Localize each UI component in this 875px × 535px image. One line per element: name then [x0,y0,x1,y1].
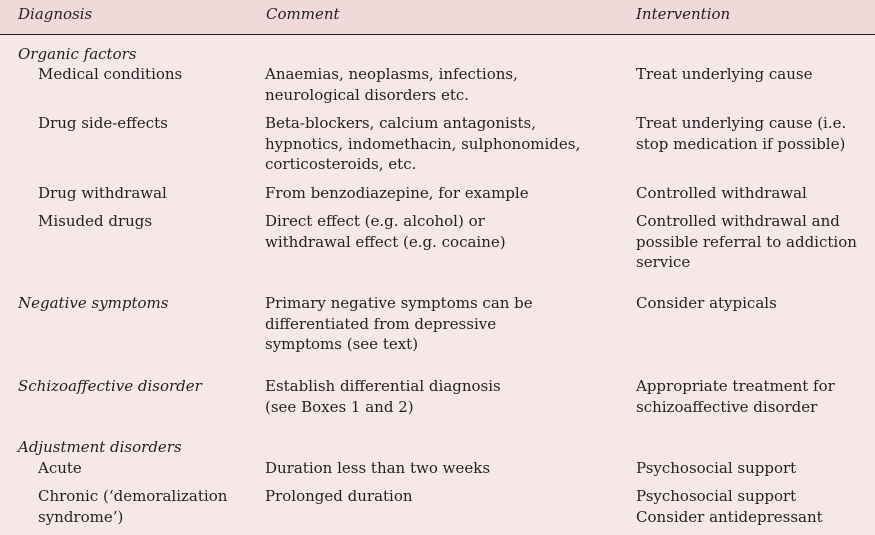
intervention-cell [636,293,777,314]
cell-line: Consider antidepressant [636,507,823,526]
cell-line: Chronic (‘demoralization [38,487,228,505]
comment-cell [265,113,580,175]
header-diagnosis: Diagnosis [18,5,93,23]
cell-line: Establish differential diagnosis [265,377,501,395]
cell-line: schizoaffective disorder [636,397,818,416]
group-label-negative-symptoms: Negative symptoms [18,294,169,312]
comment-cell [265,376,501,417]
cell-line: possible referral to addiction [636,232,857,251]
cell-line: From benzodiazepine, for example [265,184,529,202]
comment-cell [265,458,490,479]
cell-line: withdrawal effect (e.g. cocaine) [265,232,506,251]
cell-line: Duration less than two weeks [265,459,491,477]
comment-cell [265,211,506,252]
cell-line: Treat underlying cause [636,65,813,83]
cell-line: syndrome’) [38,507,124,526]
cell-line: Controlled withdrawal [636,184,807,202]
intervention-cell [636,486,823,527]
header-intervention: Intervention [636,5,731,23]
comment-cell [265,486,413,507]
cell-line: Anaemias, neoplasms, infections, [265,65,518,83]
table-header [0,0,875,35]
intervention-cell [636,376,835,417]
diagnosis-cell: Misuded drugs [38,212,153,230]
cell-line: neurological disorders etc. [265,85,470,104]
intervention-cell [636,211,857,273]
group-label-schizoaffective-disorder: Schizoaffective disorder [18,377,202,395]
cell-line: service [636,253,691,271]
cell-line: Prolonged duration [265,487,413,505]
intervention-cell [636,113,846,154]
comment-cell [265,183,529,204]
group-label-organic-factors: Organic factors [18,45,137,63]
intervention-cell [636,458,796,479]
cell-line: symptoms (see text) [265,335,419,353]
cell-line: Psychosocial support [636,459,797,477]
diagnosis-cell: Drug withdrawal [38,184,167,202]
cell-line: Direct effect (e.g. alcohol) or [265,212,485,230]
cell-line: Treat underlying cause (i.e. [636,114,847,132]
cell-line: corticosteroids, etc. [265,155,417,173]
diagnosis-cell: Drug side-effects [38,114,168,132]
cell-line: Primary negative symptoms can be [265,294,533,312]
intervention-cell [636,64,812,85]
cell-line: Controlled withdrawal and [636,212,840,230]
cell-line: differentiated from depressive [265,314,497,333]
intervention-cell [636,183,807,204]
header-comment: Comment [266,5,340,23]
cell-line: (see Boxes 1 and 2) [265,397,414,416]
diagnosis-cell [38,486,227,527]
comment-cell [265,293,533,355]
cell-line: Appropriate treatment for [636,377,835,395]
group-label-adjustment-disorders: Adjustment disorders [18,438,182,456]
diagnosis-cell: Medical conditions [38,65,183,83]
cell-line: hypnotics, indomethacin, sulphonomides, [265,134,581,153]
diagnosis-cell: Acute [38,459,82,477]
comment-cell [265,64,518,105]
cell-line: Beta-blockers, calcium antagonists, [265,114,536,132]
cell-line: Psychosocial support [636,487,797,505]
cell-line: Consider atypicals [636,294,777,312]
cell-line: stop medication if possible) [636,134,846,153]
